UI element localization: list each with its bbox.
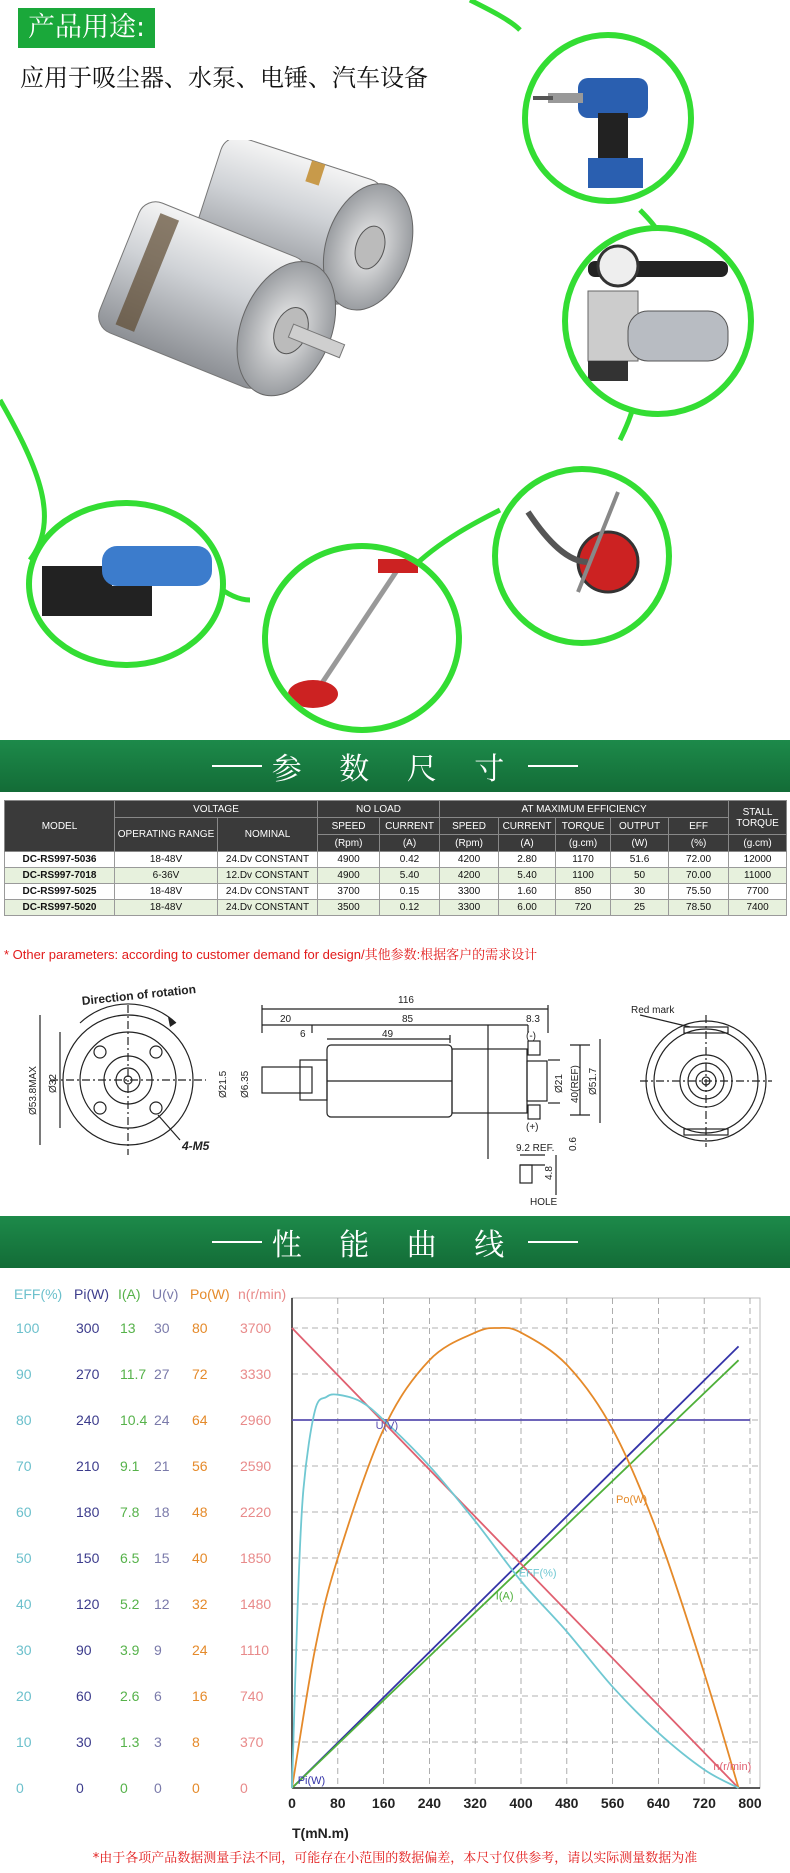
- y-tick-label: 60: [76, 1688, 92, 1704]
- th-torque: TORQUE: [556, 818, 611, 835]
- red-mark-label: Red mark: [631, 1005, 675, 1016]
- y-tick-label: 24: [192, 1642, 208, 1658]
- th-no-load: NO LOAD: [318, 801, 440, 818]
- cell-torque: 850: [556, 884, 611, 900]
- cell-output: 51.6: [611, 852, 669, 868]
- y-tick-label: 2590: [240, 1458, 272, 1474]
- y-tick-label: 10: [16, 1734, 32, 1750]
- y-tick-label: 2220: [240, 1504, 272, 1520]
- y-tick-label: 0: [120, 1780, 128, 1796]
- cell-stall: 12000: [729, 852, 787, 868]
- cell-eff: 75.50: [669, 884, 729, 900]
- series-label: Pi(W): [297, 1775, 326, 1787]
- dim-8-3: 8.3: [526, 1014, 540, 1025]
- y-tick-label: 3.9: [120, 1642, 140, 1658]
- th-unit-rpm2: (Rpm): [440, 835, 499, 852]
- chart-svg: [0, 1268, 790, 1858]
- app-circle-trimmer: [262, 543, 462, 733]
- y-tick-label: 1.3: [120, 1734, 140, 1750]
- cell-torque: 720: [556, 900, 611, 916]
- y-tick-label: 740: [240, 1688, 264, 1704]
- dim-21-5: Ø21.5: [218, 1070, 229, 1098]
- x-tick-label: 80: [330, 1795, 346, 1811]
- y-tick-label: 64: [192, 1412, 208, 1428]
- cell-stall: 7400: [729, 900, 787, 916]
- y-tick-label: 80: [192, 1320, 208, 1336]
- th-unit-a: (A): [380, 835, 440, 852]
- x-tick-label: 720: [692, 1795, 716, 1811]
- cell-nominal: 24.Dv CONSTANT: [218, 852, 318, 868]
- dim-plus: (+): [526, 1122, 539, 1133]
- y-tick-label: 15: [154, 1550, 170, 1566]
- y-tick-label: 56: [192, 1458, 208, 1474]
- pump-icon: [32, 506, 222, 666]
- dim-20: 20: [280, 1014, 292, 1025]
- y-tick-label: 60: [16, 1504, 32, 1520]
- usage-section: [0, 0, 790, 740]
- cell-me-speed: 4200: [440, 852, 499, 868]
- x-tick-label: 560: [600, 1795, 625, 1811]
- th-unit-w: (W): [611, 835, 669, 852]
- dim-40-ref: 40(REF): [570, 1065, 581, 1103]
- y-tick-label: 1480: [240, 1596, 272, 1612]
- cell-nl-speed: 4900: [318, 852, 380, 868]
- y-tick-label: 9.1: [120, 1458, 140, 1474]
- cell-model: DC-RS997-5020: [5, 900, 115, 916]
- y-tick-label: 3700: [240, 1320, 272, 1336]
- header-dash-right: [528, 1241, 578, 1243]
- y-tick-label: 150: [76, 1550, 100, 1566]
- axis-legend: n(r/min): [238, 1286, 287, 1302]
- y-tick-label: 32: [192, 1596, 208, 1612]
- cell-model: DC-RS997-7018: [5, 868, 115, 884]
- axis-legend: EFF(%): [14, 1286, 63, 1302]
- plot-frame: [292, 1298, 760, 1788]
- cell-torque: 1100: [556, 868, 611, 884]
- dim-21: Ø21: [554, 1074, 565, 1093]
- app-circle-drill: [522, 32, 694, 204]
- y-tick-label: 100: [16, 1320, 40, 1336]
- th-eff: EFF: [669, 818, 729, 835]
- performance-chart: [0, 1268, 790, 1873]
- cell-nl-current: 5.40: [380, 868, 440, 884]
- y-tick-label: 27: [154, 1366, 170, 1382]
- y-tick-label: 11.7: [120, 1366, 147, 1382]
- dimension-svg: [0, 965, 790, 1213]
- y-tick-label: 16: [192, 1688, 208, 1704]
- th-speed2: SPEED: [440, 818, 499, 835]
- table-row: [5, 900, 787, 916]
- y-tick-label: 2.6: [120, 1688, 140, 1704]
- series-line: [292, 1346, 739, 1788]
- x-tick-label: 400: [509, 1795, 533, 1811]
- cell-me-current: 6.00: [499, 900, 556, 916]
- y-tick-label: 90: [76, 1642, 92, 1658]
- x-tick-label: 800: [738, 1795, 762, 1811]
- cell-nl-current: 0.42: [380, 852, 440, 868]
- y-tick-label: 30: [154, 1320, 170, 1336]
- axis-legend: U(v): [152, 1286, 179, 1302]
- app-circle-compressor: [562, 225, 754, 417]
- cell-nl-current: 0.12: [380, 900, 440, 916]
- footer-note: *由于各项产品数据测量手法不同，可能存在小范围的数据偏差，本尺寸仅供参考，请以实际测量数据为准: [92, 1851, 698, 1866]
- y-tick-label: 270: [76, 1366, 100, 1382]
- y-tick-label: 40: [192, 1550, 208, 1566]
- th-speed: SPEED: [318, 818, 380, 835]
- y-tick-label: 24: [154, 1412, 170, 1428]
- cell-nl-speed: 4900: [318, 868, 380, 884]
- x-axis-label: T(mN.m): [292, 1825, 349, 1841]
- cell-eff: 72.00: [669, 852, 729, 868]
- y-tick-label: 180: [76, 1504, 100, 1520]
- series-label: Po(W): [616, 1493, 648, 1506]
- x-tick-label: 480: [555, 1795, 579, 1811]
- y-tick-label: 18: [154, 1504, 170, 1520]
- th-unit-pct: (%): [669, 835, 729, 852]
- y-tick-label: 30: [16, 1642, 32, 1658]
- usage-description: 应用于吸尘器、水泵、电锤、汽车设备: [20, 64, 428, 92]
- dim-49: 49: [382, 1029, 394, 1040]
- y-tick-label: 0: [154, 1780, 162, 1796]
- th-model: MODEL: [5, 801, 115, 852]
- axis-legend: Pi(W): [74, 1286, 109, 1302]
- cell-model: DC-RS997-5036: [5, 852, 115, 868]
- cell-eff: 78.50: [669, 900, 729, 916]
- cell-nominal: 24.Dv CONSTANT: [218, 884, 318, 900]
- y-tick-label: 7.8: [120, 1504, 140, 1520]
- cell-me-speed: 4200: [440, 868, 499, 884]
- y-tick-label: 12: [154, 1596, 170, 1612]
- dim-9-2-ref: 9.2 REF.: [516, 1143, 555, 1154]
- y-tick-label: 70: [16, 1458, 32, 1474]
- series-line: [292, 1328, 739, 1788]
- cell-model: DC-RS997-5025: [5, 884, 115, 900]
- section-title-curve: 性 能 曲 线: [271, 1228, 519, 1263]
- y-tick-label: 21: [154, 1458, 170, 1474]
- table-row: [5, 868, 787, 884]
- x-tick-label: 320: [463, 1795, 487, 1811]
- y-tick-label: 50: [16, 1550, 32, 1566]
- th-voltage: VOLTAGE: [115, 801, 318, 818]
- cell-torque: 1170: [556, 852, 611, 868]
- dim-dia-max: Ø53.8MAX: [28, 1066, 39, 1115]
- cell-nl-speed: 3700: [318, 884, 380, 900]
- cell-me-speed: 3300: [440, 884, 499, 900]
- x-tick-label: 640: [646, 1795, 671, 1811]
- y-tick-label: 48: [192, 1504, 208, 1520]
- app-circle-vacuum: [492, 466, 672, 646]
- cell-output: 30: [611, 884, 669, 900]
- y-tick-label: 1110: [240, 1642, 270, 1658]
- th-unit-a2: (A): [499, 835, 556, 852]
- y-tick-label: 1850: [240, 1550, 272, 1566]
- th-unit-rpm: (Rpm): [318, 835, 380, 852]
- th-nominal: NOMINAL: [218, 818, 318, 852]
- th-max-eff: AT MAXIMUM EFFICIENCY: [440, 801, 729, 818]
- y-tick-label: 2960: [240, 1412, 272, 1428]
- y-tick-label: 9: [154, 1642, 162, 1658]
- y-tick-label: 13: [120, 1320, 136, 1336]
- y-tick-label: 0: [76, 1780, 84, 1796]
- dim-screw: 4-M5: [182, 1139, 210, 1153]
- section-title-params: 参 数 尺 寸: [271, 752, 519, 787]
- section-header-curve: [0, 1216, 790, 1268]
- axis-legend: I(A): [118, 1286, 141, 1302]
- compressor-icon: [568, 231, 748, 411]
- cell-me-current: 5.40: [499, 868, 556, 884]
- y-tick-label: 300: [76, 1320, 100, 1336]
- cell-range: 18-48V: [115, 884, 218, 900]
- app-circle-pump: [26, 500, 226, 668]
- drill-icon: [528, 38, 688, 198]
- dim-116: 116: [398, 995, 414, 1006]
- y-tick-label: 80: [16, 1412, 32, 1428]
- y-tick-label: 0: [240, 1780, 248, 1796]
- section-header-params: [0, 740, 790, 792]
- cell-nl-speed: 3500: [318, 900, 380, 916]
- table-row: [5, 852, 787, 868]
- dimension-drawing: [0, 965, 790, 1213]
- dim-hole: HOLE: [530, 1197, 558, 1208]
- y-tick-label: 10.4: [120, 1412, 148, 1428]
- spec-table: [4, 800, 786, 916]
- header-dash-left: [212, 1241, 262, 1243]
- dim-51-7: Ø51.7: [588, 1067, 599, 1095]
- y-tick-label: 5.2: [120, 1596, 140, 1612]
- dim-dia-32: Ø32: [48, 1074, 59, 1093]
- dim-6-35: Ø6.35: [240, 1070, 251, 1098]
- y-tick-label: 240: [76, 1412, 100, 1428]
- cell-nominal: 12.Dv CONSTANT: [218, 868, 318, 884]
- usage-badge: 产品用途:: [18, 8, 155, 48]
- series-line: [292, 1394, 739, 1788]
- cell-me-speed: 3300: [440, 900, 499, 916]
- x-tick-label: 0: [288, 1795, 296, 1811]
- series-label: EFF(%): [518, 1567, 557, 1580]
- series-label: I(A): [495, 1590, 514, 1603]
- cell-output: 25: [611, 900, 669, 916]
- th-output: OUTPUT: [611, 818, 669, 835]
- dim-minus: (-): [526, 1031, 536, 1042]
- y-tick-label: 8: [192, 1734, 200, 1750]
- motor-illustration: [90, 140, 430, 440]
- y-tick-label: 40: [16, 1596, 32, 1612]
- th-operating: OPERATING RANGE: [115, 818, 218, 852]
- y-tick-label: 3330: [240, 1366, 272, 1382]
- y-tick-label: 3: [154, 1734, 162, 1750]
- th-current2: CURRENT: [499, 818, 556, 835]
- y-tick-label: 120: [76, 1596, 100, 1612]
- cell-range: 6-36V: [115, 868, 218, 884]
- cell-stall: 11000: [729, 868, 787, 884]
- header-dash-left: [212, 765, 262, 767]
- dim-4-8: 4.8: [544, 1166, 555, 1180]
- th-unit-gcm2: (g.cm): [729, 835, 787, 852]
- cell-range: 18-48V: [115, 852, 218, 868]
- y-tick-label: 6: [154, 1688, 162, 1704]
- cell-eff: 70.00: [669, 868, 729, 884]
- th-stall: STALL TORQUE: [729, 801, 787, 835]
- dim-85: 85: [402, 1014, 414, 1025]
- y-tick-label: 20: [16, 1688, 32, 1704]
- series-label: n(r/min): [713, 1761, 752, 1773]
- dim-0-6: 0.6: [568, 1137, 579, 1151]
- trimmer-icon: [268, 549, 458, 729]
- y-tick-label: 370: [240, 1734, 264, 1750]
- cell-stall: 7700: [729, 884, 787, 900]
- y-tick-label: 90: [16, 1366, 32, 1382]
- th-current: CURRENT: [380, 818, 440, 835]
- vacuum-icon: [498, 472, 668, 642]
- x-tick-label: 240: [417, 1795, 442, 1811]
- series-label: U(V): [375, 1420, 399, 1433]
- cell-output: 50: [611, 868, 669, 884]
- y-tick-label: 6.5: [120, 1550, 140, 1566]
- axis-legend: Po(W): [190, 1286, 230, 1302]
- table-row: [5, 884, 787, 900]
- cell-nominal: 24.Dv CONSTANT: [218, 900, 318, 916]
- cell-nl-current: 0.15: [380, 884, 440, 900]
- th-unit-gcm: (g.cm): [556, 835, 611, 852]
- header-dash-right: [528, 765, 578, 767]
- rotation-label: Direction of rotation: [81, 982, 197, 1008]
- dim-6: 6: [300, 1029, 306, 1040]
- y-tick-label: 0: [16, 1780, 24, 1796]
- cell-range: 18-48V: [115, 900, 218, 916]
- spec-note: * Other parameters: according to customer demand for design/其他参数:根据客户的需求设计: [4, 947, 538, 962]
- y-tick-label: 210: [76, 1458, 100, 1474]
- cell-me-current: 2.80: [499, 852, 556, 868]
- y-tick-label: 0: [192, 1780, 200, 1796]
- cell-me-current: 1.60: [499, 884, 556, 900]
- x-tick-label: 160: [371, 1795, 396, 1811]
- y-tick-label: 30: [76, 1734, 92, 1750]
- y-tick-label: 72: [192, 1366, 208, 1382]
